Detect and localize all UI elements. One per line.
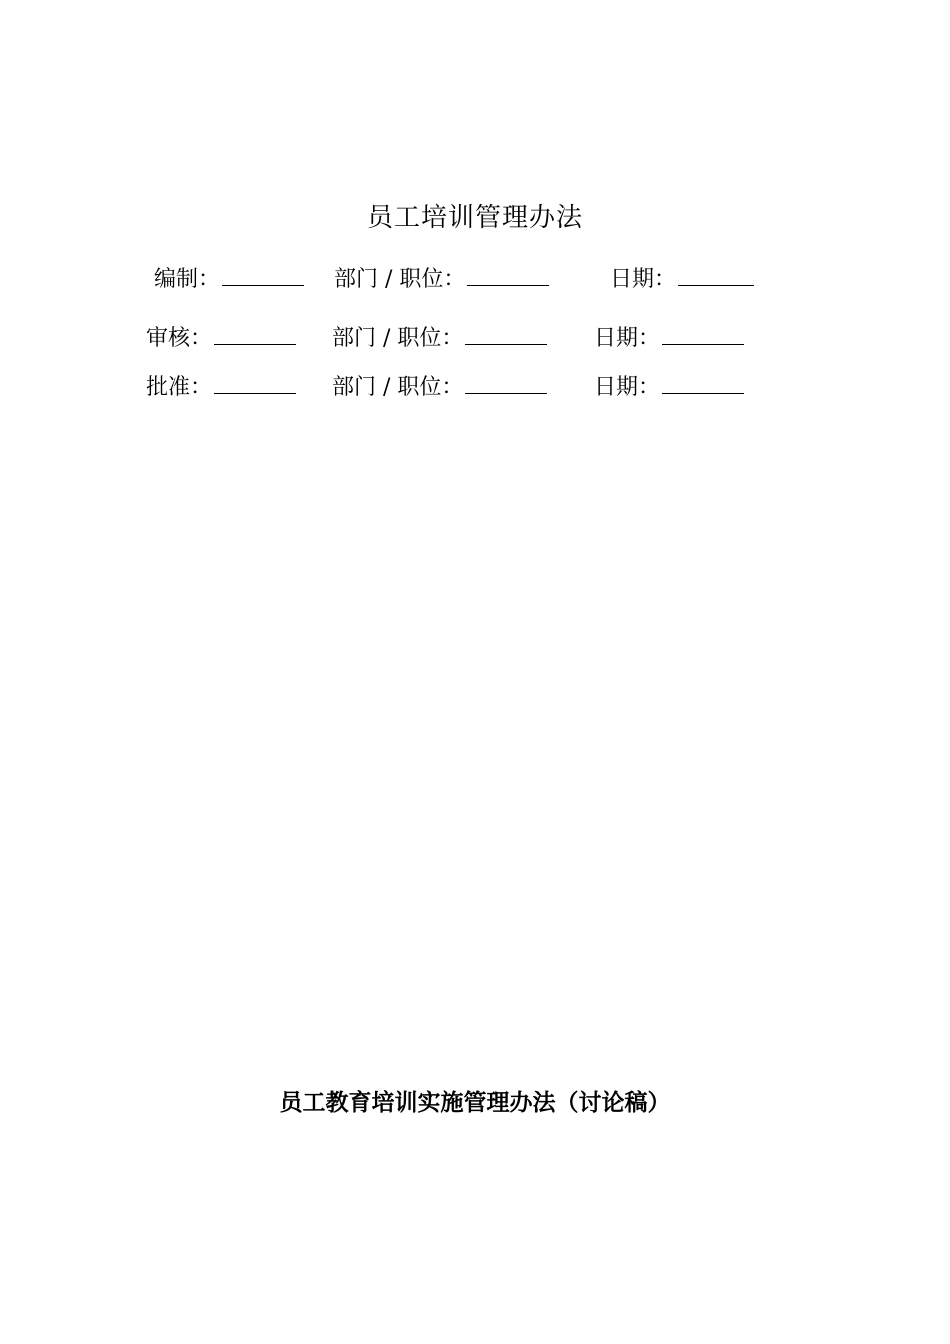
- reviewed-by-field: [146, 322, 296, 354]
- approved-dept-field: [332, 371, 547, 403]
- approved-dept-label: 部门 / 职位：: [332, 375, 464, 400]
- reviewed-by-label: 审核：: [146, 326, 213, 351]
- prepared-dept-blank[interactable]: [467, 263, 549, 286]
- approved-by-blank[interactable]: [214, 371, 296, 394]
- signoff-row-approved: [146, 371, 766, 401]
- prepared-by-blank[interactable]: [222, 263, 304, 286]
- reviewed-dept-label: 部门 / 职位：: [332, 326, 464, 351]
- prepared-date-blank[interactable]: [678, 263, 754, 286]
- reviewed-dept-blank[interactable]: [465, 322, 547, 345]
- reviewed-by-blank[interactable]: [214, 322, 296, 345]
- prepared-date-field: [610, 263, 754, 295]
- approved-by-label: 批准：: [146, 375, 213, 400]
- reviewed-date-field: [594, 322, 744, 354]
- approved-date-label: 日期：: [594, 375, 661, 400]
- prepared-date-label: 日期：: [610, 267, 677, 292]
- approved-date-blank[interactable]: [662, 371, 744, 394]
- reviewed-dept-field: [332, 322, 547, 354]
- approved-date-field: [594, 371, 744, 403]
- prepared-dept-label: 部门 / 职位：: [334, 267, 466, 292]
- approved-by-field: [146, 371, 296, 403]
- prepared-by-label: 编制：: [154, 267, 221, 292]
- prepared-by-field: [154, 263, 304, 295]
- prepared-dept-field: [334, 263, 549, 295]
- document-title: 员工培训管理办法: [366, 203, 583, 233]
- signoff-row-prepared: [154, 263, 774, 293]
- reviewed-date-label: 日期：: [594, 326, 661, 351]
- approved-dept-blank[interactable]: [465, 371, 547, 394]
- document-subtitle: 员工教育培训实施管理办法（讨论稿）: [279, 1090, 671, 1116]
- reviewed-date-blank[interactable]: [662, 322, 744, 345]
- signoff-row-reviewed: [146, 322, 766, 352]
